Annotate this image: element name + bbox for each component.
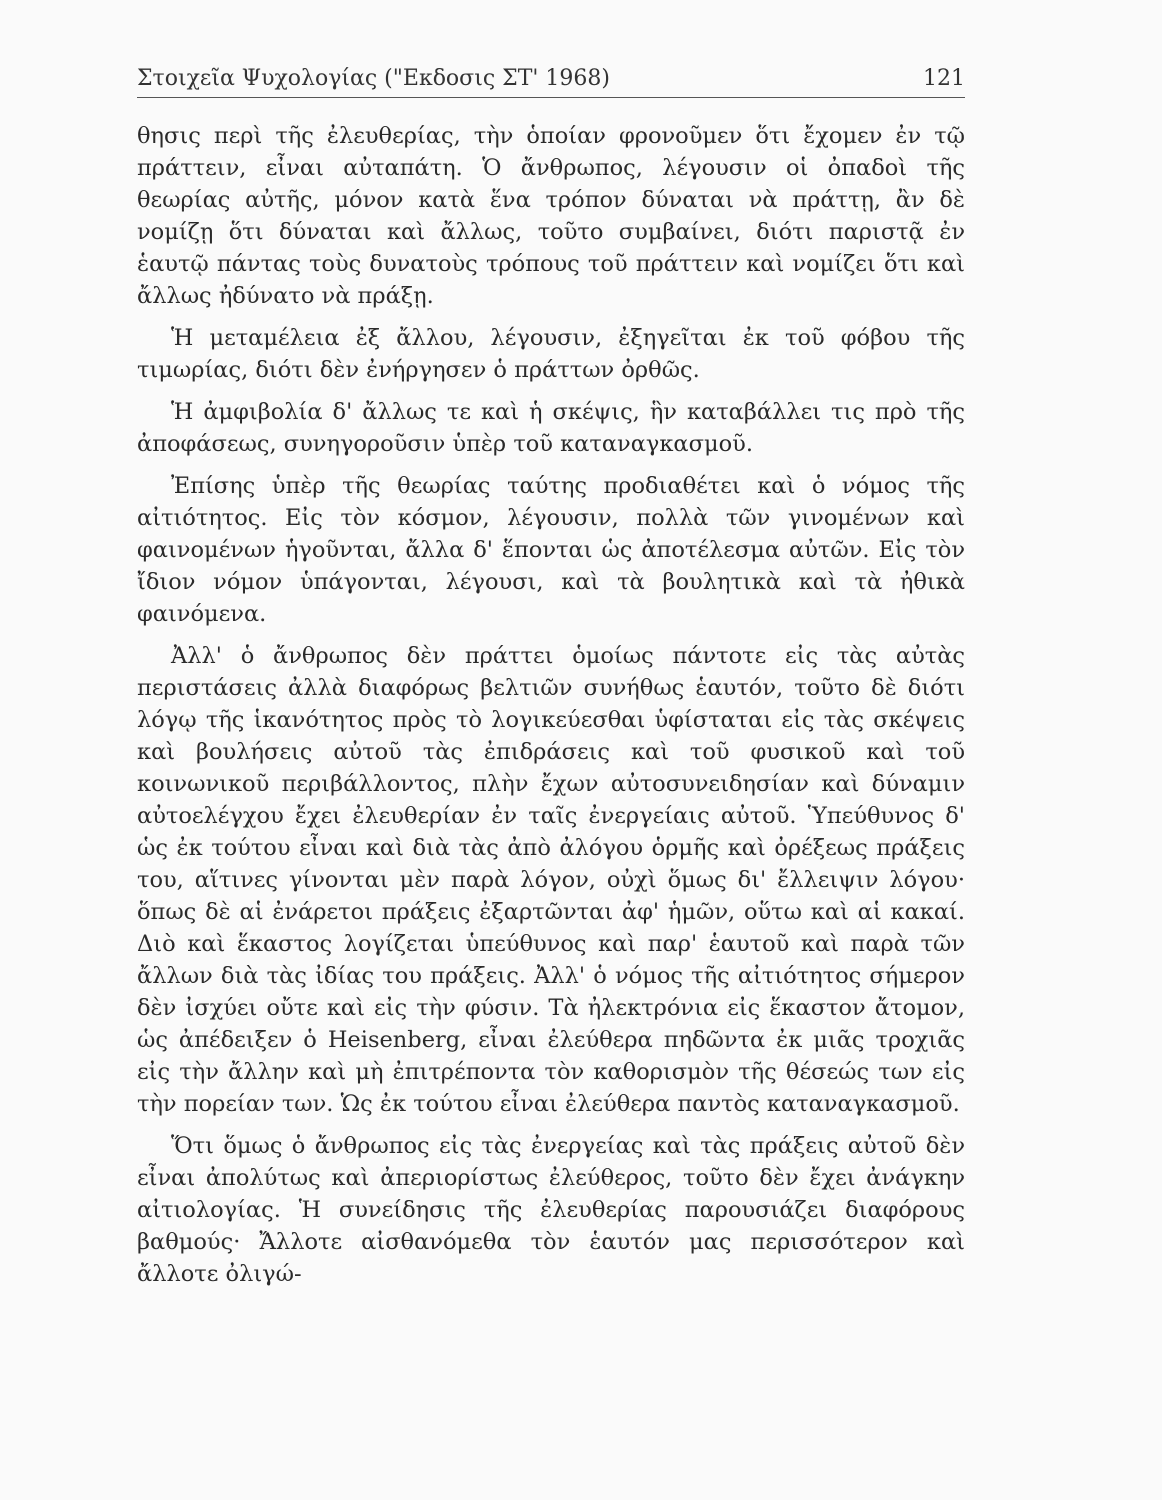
- book-title: Στοιχεῖα Ψυχολογίας ("Εκδοσις ΣΤ' 1968): [137, 66, 610, 91]
- page-number: 121: [923, 66, 965, 91]
- paragraph: Ἡ μεταμέλεια ἐξ ἄλλου, λέγουσιν, ἐξηγεῖται ἐκ τοῦ φόβου τῆς τιμωρίας, διότι δὲν ἐνήργησεν ὁ πράττων ὀρθῶς.: [137, 325, 965, 383]
- body-text: [137, 120, 965, 1290]
- book-page: [137, 66, 965, 1300]
- paragraph: Ἐπίσης ὑπὲρ τῆς θεωρίας ταύτης προδιαθέτει καὶ ὁ νόμος τῆς αἰτιότητος. Εἰς τὸν κόσμον, λέγουσιν, πολλὰ τῶν γινομένων καὶ φαινομένων ἡγοῦνται, ἄλλα δ' ἕπονται ὡς ἀποτέλεσμα αὐτῶν. Εἰς τὸν ἴδιον νόμον ὑπάγονται, λέγουσι, καὶ τὰ βουλητικὰ καὶ τὰ ἠθικὰ φαινόμενα.: [137, 473, 965, 627]
- paragraph: Ἡ ἀμφιβολία δ' ἄλλως τε καὶ ἡ σκέψις, ἣν καταβάλλει τις πρὸ τῆς ἀποφάσεως, συνηγοροῦσιν ὑπὲρ τοῦ καταναγκασμοῦ.: [137, 399, 965, 457]
- paragraph: θησις περὶ τῆς ἐλευθερίας, τὴν ὁποίαν φρονοῦμεν ὅτι ἔχομεν ἐν τῷ πράττειν, εἶναι αὐταπάτη. Ὁ ἄνθρωπος, λέγουσιν οἱ ὀπαδοὶ τῆς θεωρίας αὐτῆς, μόνον κατὰ ἕνα τρόπον δύναται νὰ πράττῃ, ἂν δὲ νομίζῃ ὅτι δύναται καὶ ἄλλως, τοῦτο συμβαίνει, διότι παριστᾷ ἐν ἑαυτῷ πάντας τοὺς δυνατοὺς τρόπους τοῦ πράττειν καὶ νομίζει ὅτι καὶ ἄλλως ἠδύνατο νὰ πράξῃ.: [137, 123, 965, 309]
- running-head: [137, 66, 965, 98]
- paragraph: Ὅτι ὅμως ὁ ἄνθρωπος εἰς τὰς ἐνεργείας καὶ τὰς πράξεις αὐτοῦ δὲν εἶναι ἀπολύτως καὶ ἀπεριορίστως ἐλεύθερος, τοῦτο δὲν ἔχει ἀνάγκην αἰτιολογίας. Ἡ συνείδησις τῆς ἐλευθερίας παρουσιάζει διαφόρους βαθμούς· Ἄλλοτε αἰσθανόμεθα τὸν ἑαυτόν μας περισσότερον καὶ ἄλλοτε ὀλιγώ-: [137, 1133, 965, 1287]
- paragraph: Ἀλλ' ὁ ἄνθρωπος δὲν πράττει ὁμοίως πάντοτε εἰς τὰς αὐτὰς περιστάσεις ἀλλὰ διαφόρως βελτιῶν συνήθως ἑαυτόν, τοῦτο δὲ διότι λόγῳ τῆς ἱκανότητος πρὸς τὸ λογικεύεσθαι ὑφίσταται εἰς τὰς σκέψεις καὶ βουλήσεις αὐτοῦ τὰς ἐπιδράσεις καὶ τοῦ φυσικοῦ καὶ τοῦ κοινωνικοῦ περιβάλλοντος, πλὴν ἔχων αὐτοσυνειδησίαν καὶ δύναμιν αὐτοελέγχου ἔχει ἐλευθερίαν ἐν ταῖς ἐνεργείαις αὐτοῦ. Ὑπεύθυνος δ' ὡς ἐκ τούτου εἶναι καὶ διὰ τὰς ἀπὸ ἀλόγου ὁρμῆς καὶ ὀρέξεως πράξεις του, αἵτινες γίνονται μὲν παρὰ λόγον, οὐχὶ ὅμως δι' ἔλλειψιν λόγου· ὅπως δὲ αἱ ἐνάρετοι πράξεις ἐξαρτῶνται ἀφ' ἡμῶν, οὕτω καὶ αἱ κακαί. Διὸ καὶ ἕκαστος λογίζεται ὑπεύθυνος καὶ παρ' ἑαυτοῦ καὶ παρὰ τῶν ἄλλων διὰ τὰς ἰδίας του πράξεις. Ἀλλ' ὁ νόμος τῆς αἰτιότητος σήμερον δὲν ἰσχύει οὔτε καὶ εἰς τὴν φύσιν. Τὰ ἠλεκτρόνια εἰς ἕκαστον ἄτομον, ὡς ἀπέδειξεν ὁ Heisenberg, εἶναι ἐλεύθερα πηδῶντα ἐκ μιᾶς τροχιᾶς εἰς τὴν ἄλλην καὶ μὴ ἐπιτρέποντα τὸν καθορισμὸν τῆς θέσεώς των εἰς τὴν πορείαν των. Ὡς ἐκ τούτου εἶναι ἐλεύθερα παντὸς καταναγκασμοῦ.: [137, 643, 965, 1117]
